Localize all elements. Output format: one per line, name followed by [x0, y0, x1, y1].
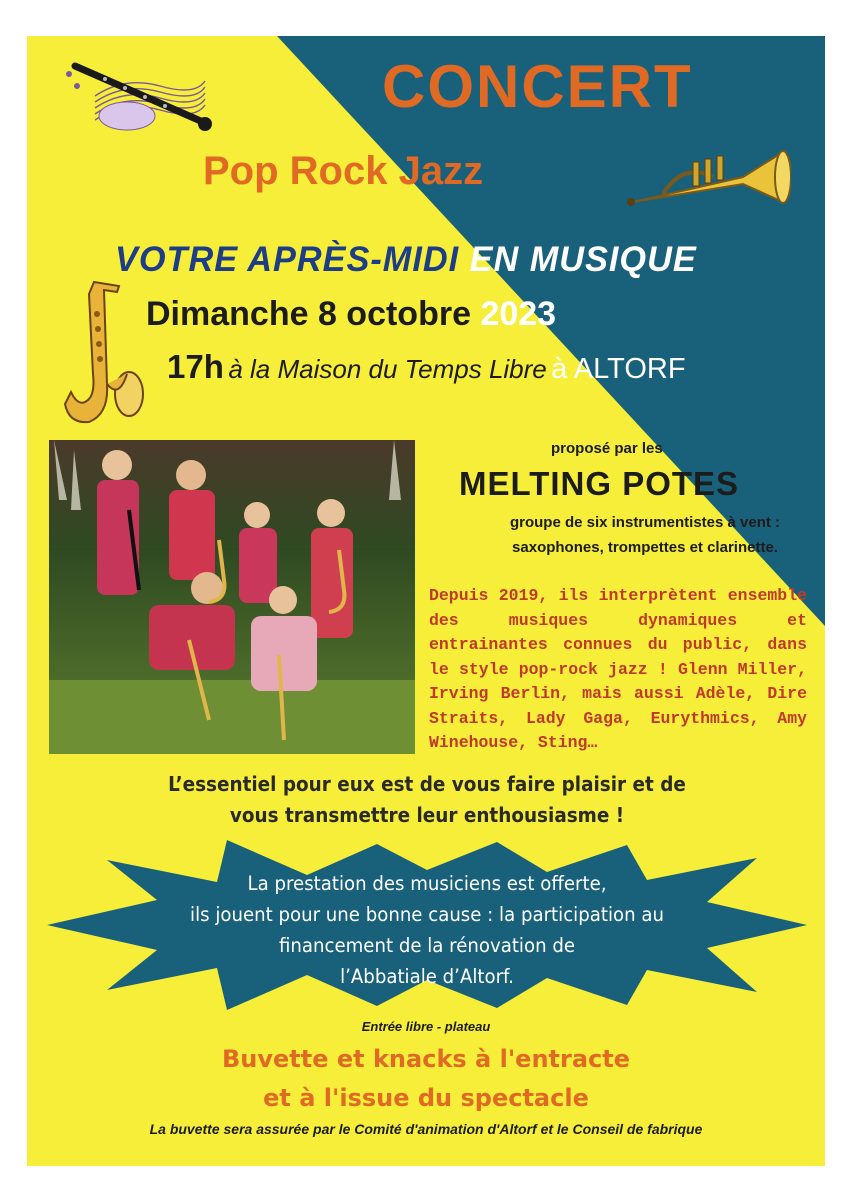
- concert-subtitle: Pop Rock Jazz: [203, 149, 484, 193]
- event-date-year: 2023: [480, 295, 557, 333]
- concert-poster: [27, 36, 825, 1166]
- event-date: [146, 295, 556, 334]
- band-photo: [49, 440, 415, 754]
- buvette-info: [27, 1040, 825, 1118]
- tagline: [115, 240, 697, 280]
- charity-line2: ils jouent pour une bonne cause : la participation au: [190, 903, 664, 926]
- band-description-line1: groupe de six instrumentistes à vent :: [509, 514, 781, 531]
- essential-line1: L’essentiel pour eux est de vous faire plaisir et de: [168, 772, 686, 796]
- charity-line3: financement de la rénovation de: [278, 934, 576, 957]
- trumpet-icon: [623, 122, 791, 212]
- event-town: à ALTORF: [551, 353, 686, 385]
- saxophone-icon: [59, 274, 149, 434]
- clarinet-icon: [65, 56, 215, 146]
- charity-line4: l’Abbatiale d’Altorf.: [340, 965, 514, 988]
- footer-note: La buvette sera assurée par le Comité d'animation d'Altorf et le Conseil de fabrique: [149, 1121, 703, 1137]
- tagline-part1: VOTRE APRÈS-MIDI: [115, 240, 460, 279]
- proposed-by: proposé par les: [551, 440, 663, 457]
- charity-line1: La prestation des musiciens est offerte,: [247, 872, 607, 895]
- entry-info: Entrée libre - plateau: [361, 1019, 491, 1034]
- band-name: MELTING POTES: [459, 465, 740, 502]
- concert-description: Depuis 2019, ils interprètent ensemble des musiques dynamiques et entrainantes connues du public, dans le style pop-rock jazz ! Glenn Miller, Irving Berlin, mais aussi Adèle, Dire Straits, Lady Gaga, Eurythmics, Amy Winehouse, Sting…: [429, 586, 807, 752]
- buvette-line2: et à l'issue du spectacle: [263, 1084, 589, 1112]
- event-date-part1: Dimanche 8 octobre: [146, 295, 471, 333]
- essential-line2: vous transmettre leur enthousiasme !: [229, 803, 625, 827]
- band-description-line2: saxophones, trompettes et clarinette.: [512, 539, 778, 556]
- event-time: 17h: [167, 348, 224, 385]
- event-place: [167, 348, 686, 386]
- buvette-line1: Buvette et knacks à l'entracte: [221, 1045, 631, 1073]
- tagline-part2: EN MUSIQUE: [469, 240, 697, 279]
- essential-message: [151, 769, 703, 831]
- charity-text: [162, 868, 692, 992]
- event-location: à la Maison du Temps Libre: [228, 354, 547, 384]
- concert-title: CONCERT: [382, 53, 693, 120]
- band-description: [465, 510, 825, 560]
